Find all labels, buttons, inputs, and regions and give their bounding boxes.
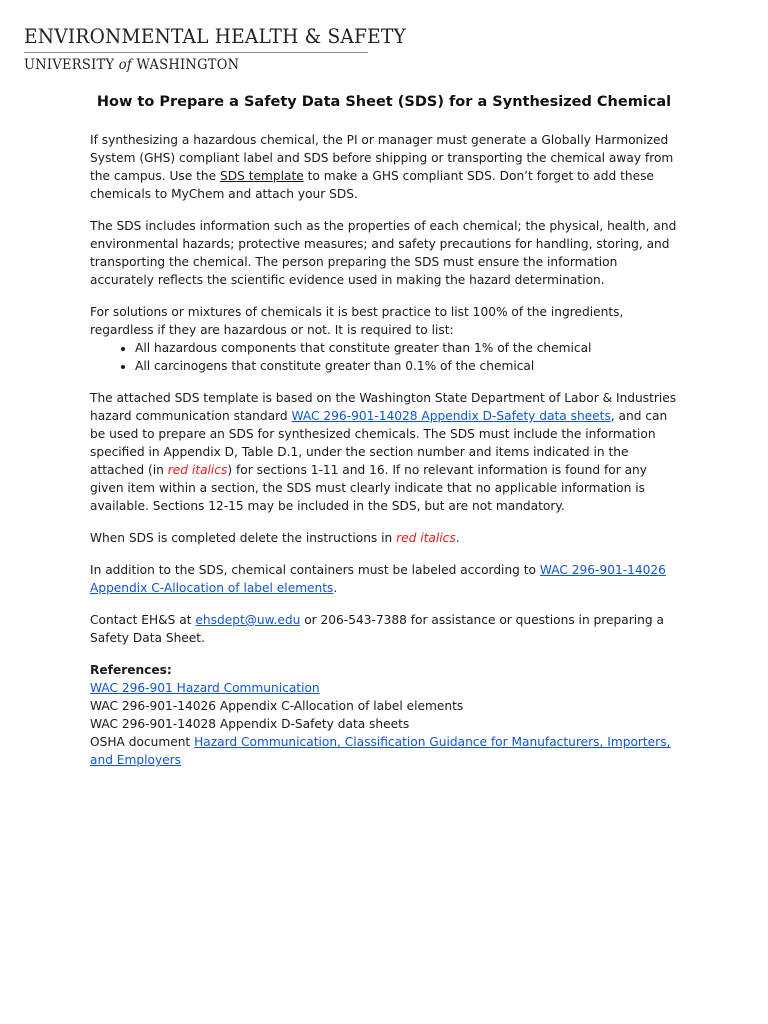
p7-a: Contact EH&S at [90, 613, 196, 627]
osha-guidance-link[interactable]: Hazard Communication, Classification Guidance for Manufacturers, Importers, and Employers [90, 735, 671, 767]
p1-b: to make a GHS compliant SDS. Don’t forget to add these chemicals to MyChem and attach your SDS. [90, 169, 654, 201]
letterhead-sub-b: WASHINGTON [136, 57, 240, 73]
reference-2: WAC 296-901-14026 Appendix C-Allocation of label elements [90, 699, 464, 713]
paragraph-contact [90, 611, 682, 647]
letterhead-sub-a: UNIVERSITY [24, 57, 115, 73]
email-link[interactable]: ehsdept@uw.edu [195, 613, 301, 627]
letterhead-university [24, 57, 346, 73]
wac-hazard-communication-link[interactable]: WAC 296-901 Hazard Communication [90, 681, 320, 695]
wac-appendix-c-link[interactable]: WAC 296-901-14026 Appendix C-Allocation of label elements [90, 563, 666, 595]
reference-4-prefix: OSHA document [90, 735, 195, 749]
p6-a: In addition to the SDS, chemical containers must be labeled according to [90, 563, 540, 577]
paragraph-completed [90, 529, 682, 547]
letterhead-title: ENVIRONMENTAL HEALTH & SAFETY [24, 24, 406, 48]
paragraph-labeling [90, 561, 682, 597]
requirements-list [90, 339, 682, 375]
reference-1 [90, 679, 682, 697]
p4-c: ) for sections 1-11 and 16. If no relevant information is found for any given item within a section, the SDS must clearly indicate that no applicable information is available. Sections 12-15 may be included in the SDS, but are not mandatory. [90, 463, 647, 513]
p4-b: , and can be used to prepare an SDS for synthesized chemicals. The SDS must include the information specified in Appendix D, Table D.1, under the section number and items indicated in the attached (in [90, 409, 668, 477]
references-title: References: [90, 663, 172, 677]
paragraph-sds-info: The SDS includes information such as the properties of each chemical; the physical, health, and environmental hazards; protective measures; and safety precautions for handling, storing, and transporting the chemical. The person preparing the SDS must ensure the information accurately reflects the scientific evidence used in making the hazard determination. [90, 219, 677, 287]
red-italics-note: red italics [396, 531, 456, 545]
references-section [90, 661, 682, 769]
sds-template-link[interactable]: SDS template [220, 169, 304, 183]
letterhead-sub-of: of [118, 57, 133, 73]
p5-a: When SDS is completed delete the instructions in [90, 531, 397, 545]
paragraph-mixtures: For solutions or mixtures of chemicals it is best practice to list 100% of the ingredients, regardless if they are hazardous or not. It is required to list: [90, 305, 624, 337]
list-item: • All carcinogens that constitute greater than 0.1% of the chemical [135, 357, 682, 375]
p7-b: or 206-543-7388 for assistance or questions in preparing a Safety Data Sheet. [90, 613, 664, 645]
paragraph-template [90, 389, 682, 515]
wac-appendix-d-link[interactable]: WAC 296-901-14028 Appendix D-Safety data sheets [291, 409, 611, 423]
reference-3: WAC 296-901-14028 Appendix D-Safety data sheets [90, 717, 410, 731]
paragraph-intro [90, 131, 682, 203]
letterhead-divider [24, 52, 368, 53]
document-body [90, 131, 682, 769]
p5-b: . [455, 531, 460, 545]
document-title: How to Prepare a Safety Data Sheet (SDS) for a Synthesized Chemical [96, 94, 672, 110]
reference-4 [90, 733, 682, 769]
list-item: • All hazardous components that constitute greater than 1% of the chemical [135, 339, 682, 357]
p4-a: The attached SDS template is based on the Washington State Department of Labor & Industries hazard communication standard [90, 391, 677, 423]
p6-b: . [333, 581, 338, 595]
p1-a: If synthesizing a hazardous chemical, the PI or manager must generate a Globally Harmonized System (GHS) compliant label and SDS before shipping or transporting the chemical away from the campus. Use the [90, 133, 674, 183]
red-italics-note: red italics [167, 463, 228, 477]
letterhead [24, 24, 406, 73]
